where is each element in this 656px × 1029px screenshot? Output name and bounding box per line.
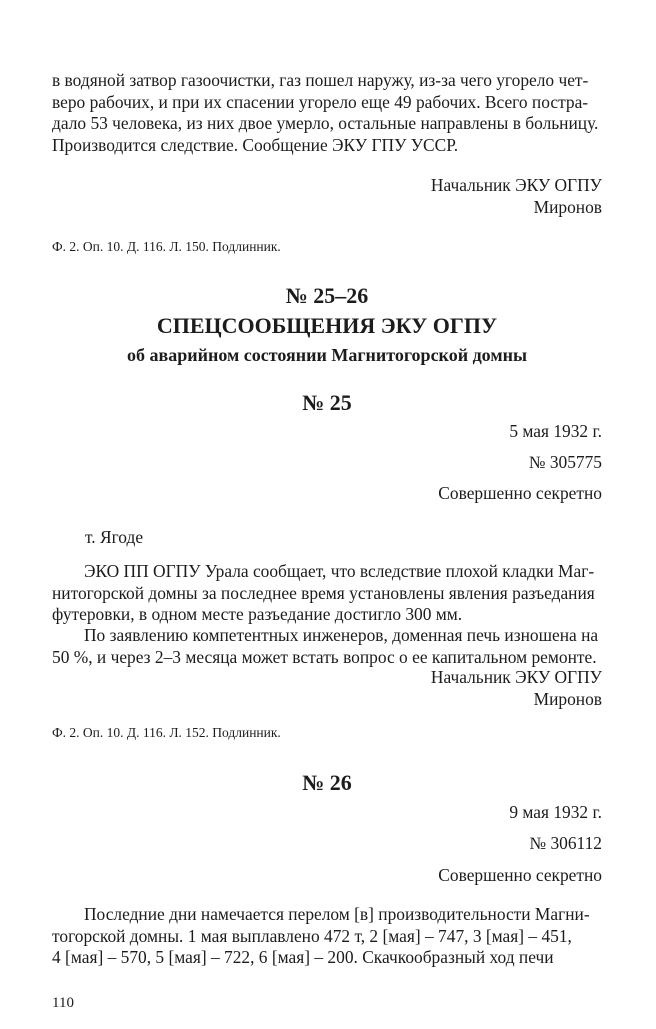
document-date-text: 5 мая 1932 г. [509, 421, 602, 441]
archive-reference-text: Ф. 2. Оп. 10. Д. 116. Л. 152. Подлинник. [52, 725, 281, 740]
text-line: Производится следствие. Сообщение ЭКУ ГПУ УССР. [52, 134, 459, 155]
archive-reference-text: Ф. 2. Оп. 10. Д. 116. Л. 150. Подлинник. [52, 239, 281, 254]
document-number [52, 390, 602, 416]
registration-number [52, 452, 602, 473]
document-body-paragraph [52, 561, 602, 626]
section-header [52, 283, 602, 366]
text-line: в водяной затвор газоочистки, газ пошел наружу, из-за чего угорело чет- [52, 70, 589, 90]
classification-text: Совершенно секретно [438, 865, 602, 885]
signature-title: Начальник ЭКУ ОГПУ [430, 667, 602, 687]
text-line: дало 53 человека, из них двое умерло, остальные направлены в больницу. [52, 113, 599, 133]
section-title: СПЕЦСООБЩЕНИЯ ЭКУ ОГПУ [156, 313, 498, 338]
addressee-text: т. Ягоде [85, 527, 144, 547]
text-line: Последние дни намечается перелом [в] производительности Магни- [84, 904, 590, 924]
archive-reference [52, 238, 602, 255]
document-number-text: № 25 [302, 390, 352, 415]
text-line: веро рабочих, и при их спасении угорело еще 49 рабочих. Всего постра- [52, 91, 589, 112]
text-line: По заявлению компетентных инженеров, доменная печь изношена на [84, 625, 599, 645]
text-line: 4 [мая] – 570, 5 [мая] – 722, 6 [мая] – 200. Скачкообразный ход печи [52, 947, 554, 967]
section-subtitle: об аварийном состоянии Магнитогорской домны [126, 345, 528, 365]
document-date [52, 421, 602, 442]
signature-name: Миронов [533, 688, 602, 709]
document-number-text: № 26 [302, 770, 352, 795]
page-number [52, 994, 602, 1012]
registration-number [52, 833, 602, 854]
text-line: футеровки, в одном месте разъедание достигло 300 мм. [52, 604, 463, 624]
document-body-paragraph [52, 625, 602, 668]
page-number-text: 110 [52, 995, 74, 1011]
document-date [52, 802, 602, 823]
archive-reference [52, 724, 602, 741]
text-line: ЭКО ПП ОГПУ Урала сообщает, что вследствие плохой кладки Маг- [84, 561, 595, 581]
document-body-paragraph [52, 904, 602, 969]
document-number [52, 770, 602, 796]
text-line: нитогорской домны за последнее время установлены явления разъедания [52, 582, 595, 603]
classification-stamp [52, 483, 602, 504]
document-date-text: 9 мая 1932 г. [509, 802, 602, 822]
registration-number-text: № 306112 [529, 833, 602, 853]
classification-stamp [52, 865, 602, 886]
text-line: 50 %, и через 2–3 месяца может встать вопрос о ее капитальном ремонте. [52, 646, 597, 667]
signature-title: Начальник ЭКУ ОГПУ [430, 175, 602, 195]
registration-number-text: № 305775 [528, 452, 602, 472]
signature-name: Миронов [533, 196, 602, 217]
classification-text: Совершенно секретно [438, 483, 602, 503]
continuation-paragraph [52, 70, 602, 156]
addressee [85, 527, 385, 548]
text-line: тогорской домны. 1 мая выплавлено 472 т, 2 [мая] – 747, 3 [мая] – 451, [52, 925, 572, 946]
signature-block [52, 175, 602, 218]
signature-block [52, 667, 602, 710]
section-number: № 25–26 [285, 283, 369, 308]
